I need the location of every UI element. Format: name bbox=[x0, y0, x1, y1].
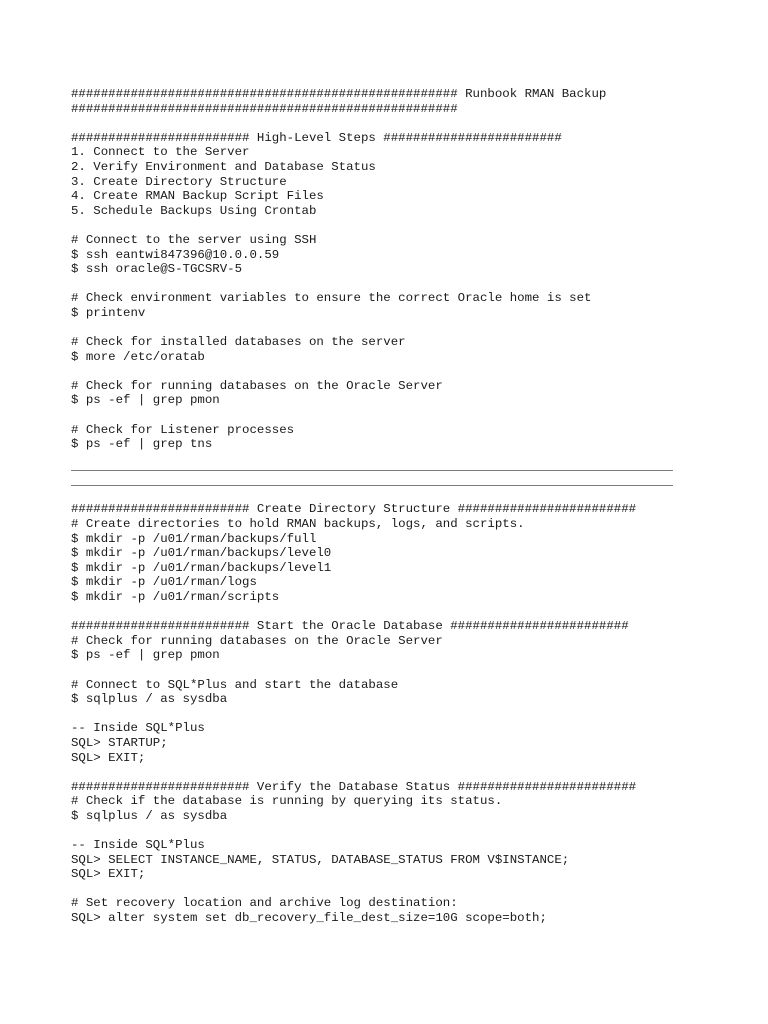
running-db-comment: # Check for running databases on the Oracle Server bbox=[71, 378, 443, 393]
spacer bbox=[71, 408, 691, 423]
section-divider bbox=[71, 456, 691, 487]
title-rule-line: #################################################### bbox=[71, 101, 458, 116]
verify-comment: # Check if the database is running by querying its status. bbox=[71, 794, 503, 809]
sql-select-instance: SQL> SELECT INSTANCE_NAME, STATUS, DATABASE_STATUS FROM V$INSTANCE; bbox=[71, 852, 570, 867]
inside-sqlplus-comment: -- Inside SQL*Plus bbox=[71, 838, 205, 853]
pmon-command: $ ps -ef | grep pmon bbox=[71, 393, 220, 408]
recovery-comment: # Set recovery location and archive log destination: bbox=[71, 896, 458, 911]
mkdir-command: $ mkdir -p /u01/rman/scripts bbox=[71, 590, 280, 604]
printenv-command: $ printenv bbox=[71, 305, 146, 320]
listener-comment: # Check for Listener processes bbox=[71, 422, 295, 437]
step-item: 3. Create Directory Structure bbox=[71, 174, 287, 189]
oratab-command: $ more /etc/oratab bbox=[71, 349, 205, 364]
directory-comment: # Create directories to hold RMAN backups, logs, and scripts. bbox=[71, 517, 525, 532]
horizontal-rule bbox=[71, 470, 673, 471]
sql-exit: SQL> EXIT; bbox=[71, 867, 146, 882]
connect-comment: # Connect to the server using SSH bbox=[71, 232, 317, 247]
spacer bbox=[71, 707, 691, 722]
sql-alter-system: SQL> alter system set db_recovery_file_dest_size=10G scope=both; bbox=[71, 911, 547, 926]
spacer bbox=[71, 765, 691, 780]
start-db-comment: # Check for running databases on the Oracle Server bbox=[71, 633, 443, 648]
spacer bbox=[71, 277, 691, 292]
spacer bbox=[71, 321, 691, 336]
sql-exit: SQL> EXIT; bbox=[71, 750, 146, 765]
sql-startup: SQL> STARTUP; bbox=[71, 735, 168, 750]
step-item: 4. Create RMAN Backup Script Files bbox=[71, 189, 324, 204]
start-db-heading: ######################## Start the Oracle Database ######################## bbox=[71, 619, 629, 634]
installed-db-comment: # Check for installed databases on the server bbox=[71, 335, 406, 350]
step-item: 1. Connect to the Server bbox=[71, 145, 250, 160]
verify-heading: ######################## Verify the Database Status ######################## bbox=[71, 779, 637, 794]
mkdir-command: $ mkdir -p /u01/rman/backups/level1 bbox=[71, 560, 332, 575]
runbook-document bbox=[71, 87, 691, 926]
mkdir-command: $ mkdir -p /u01/rman/logs bbox=[71, 575, 257, 590]
ssh-command: $ ssh eantwi847396@10.0.0.59 bbox=[71, 247, 280, 262]
mkdir-command: $ mkdir -p /u01/rman/backups/full bbox=[71, 531, 317, 546]
sqlplus-comment: # Connect to SQL*Plus and start the database bbox=[71, 677, 399, 692]
spacer bbox=[71, 882, 691, 897]
ssh-command: $ ssh oracle@S-TGCSRV-5 bbox=[71, 262, 243, 277]
mkdir-command: $ mkdir -p /u01/rman/backups/level0 bbox=[71, 546, 332, 561]
spacer bbox=[71, 663, 691, 678]
inside-sqlplus-comment: -- Inside SQL*Plus bbox=[71, 721, 205, 736]
spacer bbox=[71, 218, 691, 233]
directory-heading: ######################## Create Directory Structure ######################## bbox=[71, 502, 637, 517]
spacer bbox=[71, 364, 691, 379]
sqlplus-command: $ sqlplus / as sysdba bbox=[71, 808, 228, 823]
spacer bbox=[71, 605, 691, 620]
high-level-steps-heading: ######################## High-Level Steps ######################## bbox=[71, 130, 562, 145]
horizontal-rule bbox=[71, 485, 673, 486]
env-comment: # Check environment variables to ensure the correct Oracle home is set bbox=[71, 291, 592, 306]
sqlplus-command: $ sqlplus / as sysdba bbox=[71, 692, 228, 707]
spacer bbox=[71, 824, 691, 839]
spacer bbox=[71, 116, 691, 131]
step-item: 2. Verify Environment and Database Status bbox=[71, 159, 376, 174]
title-line: #################################################### Runbook RMAN Backup bbox=[71, 87, 607, 101]
tns-command: $ ps -ef | grep tns bbox=[71, 437, 213, 452]
step-item: 5. Schedule Backups Using Crontab bbox=[71, 203, 317, 218]
pmon-command: $ ps -ef | grep pmon bbox=[71, 648, 220, 663]
